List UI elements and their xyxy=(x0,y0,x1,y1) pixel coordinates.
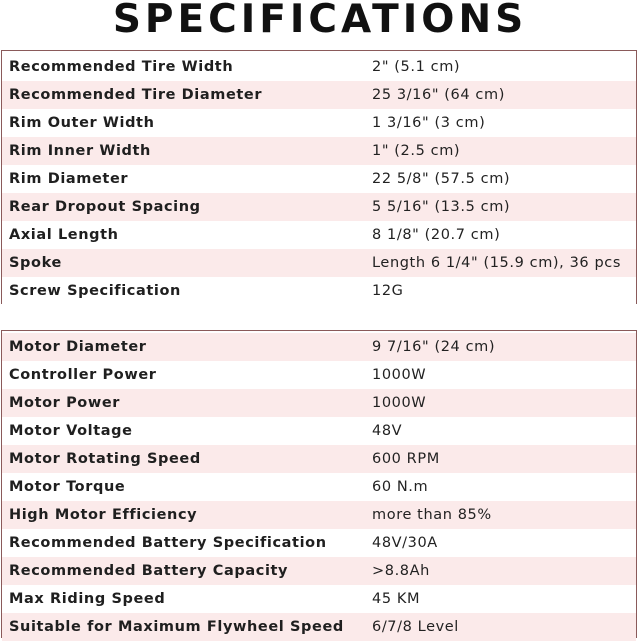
spec-value: 1000W xyxy=(372,395,427,411)
spec-value: 8 1/8" (20.7 cm) xyxy=(372,227,501,243)
spec-label: Spoke xyxy=(9,255,62,271)
table-row xyxy=(2,501,636,529)
spec-label: Axial Length xyxy=(9,227,119,243)
spec-value: more than 85% xyxy=(372,507,492,523)
table-row xyxy=(2,585,636,613)
spec-value: 2" (5.1 cm) xyxy=(372,59,461,75)
table-row xyxy=(2,473,636,501)
table-row xyxy=(2,389,636,417)
spec-label: Motor Voltage xyxy=(9,423,133,439)
spec-label: Motor Torque xyxy=(9,479,126,495)
table-row xyxy=(2,613,636,641)
spec-value: >8.8Ah xyxy=(372,563,430,579)
spec-value: 22 5/8" (57.5 cm) xyxy=(372,171,511,187)
table-row xyxy=(2,557,636,585)
spec-value: 48V xyxy=(372,423,403,439)
page-title: SPECIFICATIONS xyxy=(112,0,528,42)
spec-label: Recommended Tire Width xyxy=(9,59,234,75)
spec-label: Rim Diameter xyxy=(9,171,129,187)
spec-label: High Motor Efficiency xyxy=(9,507,198,523)
spec-label: Suitable for Maximum Flywheel Speed xyxy=(9,619,344,635)
spec-value: 600 RPM xyxy=(372,451,440,467)
spec-label: Max Riding Speed xyxy=(9,591,166,607)
spec-label: Recommended Battery Specification xyxy=(9,535,327,551)
table-row xyxy=(2,249,636,277)
table-row xyxy=(2,445,636,473)
spec-label: Recommended Tire Diameter xyxy=(9,87,263,103)
spec-value: 9 7/16" (24 cm) xyxy=(372,339,496,355)
spec-value: 25 3/16" (64 cm) xyxy=(372,87,505,103)
spec-value: 6/7/8 Level xyxy=(372,619,459,635)
spec-label: Screw Specification xyxy=(9,283,181,299)
spec-label: Rear Dropout Spacing xyxy=(9,199,201,215)
spec-label: Motor Rotating Speed xyxy=(9,451,201,467)
table-row xyxy=(2,193,636,221)
table-row xyxy=(2,361,636,389)
spec-value: 45 KM xyxy=(372,591,421,607)
spec-value: Length 6 1/4" (15.9 cm), 36 pcs xyxy=(372,255,621,271)
wheel-specs-table xyxy=(1,50,637,304)
spec-value: 1 3/16" (3 cm) xyxy=(372,115,486,131)
motor-specs-table xyxy=(1,330,637,638)
spec-label: Recommended Battery Capacity xyxy=(9,563,289,579)
table-row xyxy=(2,333,636,361)
spec-value: 5 5/16" (13.5 cm) xyxy=(372,199,511,215)
table-row xyxy=(2,417,636,445)
table-row xyxy=(2,277,636,305)
spec-label: Rim Inner Width xyxy=(9,143,151,159)
spec-value: 1" (2.5 cm) xyxy=(372,143,461,159)
spec-label: Motor Diameter xyxy=(9,339,147,355)
spec-value: 60 N.m xyxy=(372,479,429,495)
spec-value: 48V/30A xyxy=(372,535,438,551)
table-row xyxy=(2,165,636,193)
spec-value: 12G xyxy=(372,283,404,299)
table-row xyxy=(2,137,636,165)
spec-label: Rim Outer Width xyxy=(9,115,155,131)
spec-label: Motor Power xyxy=(9,395,121,411)
table-row xyxy=(2,81,636,109)
table-row xyxy=(2,221,636,249)
table-row xyxy=(2,529,636,557)
spec-value: 1000W xyxy=(372,367,427,383)
spec-label: Controller Power xyxy=(9,367,157,383)
table-row xyxy=(2,109,636,137)
table-row xyxy=(2,53,636,81)
